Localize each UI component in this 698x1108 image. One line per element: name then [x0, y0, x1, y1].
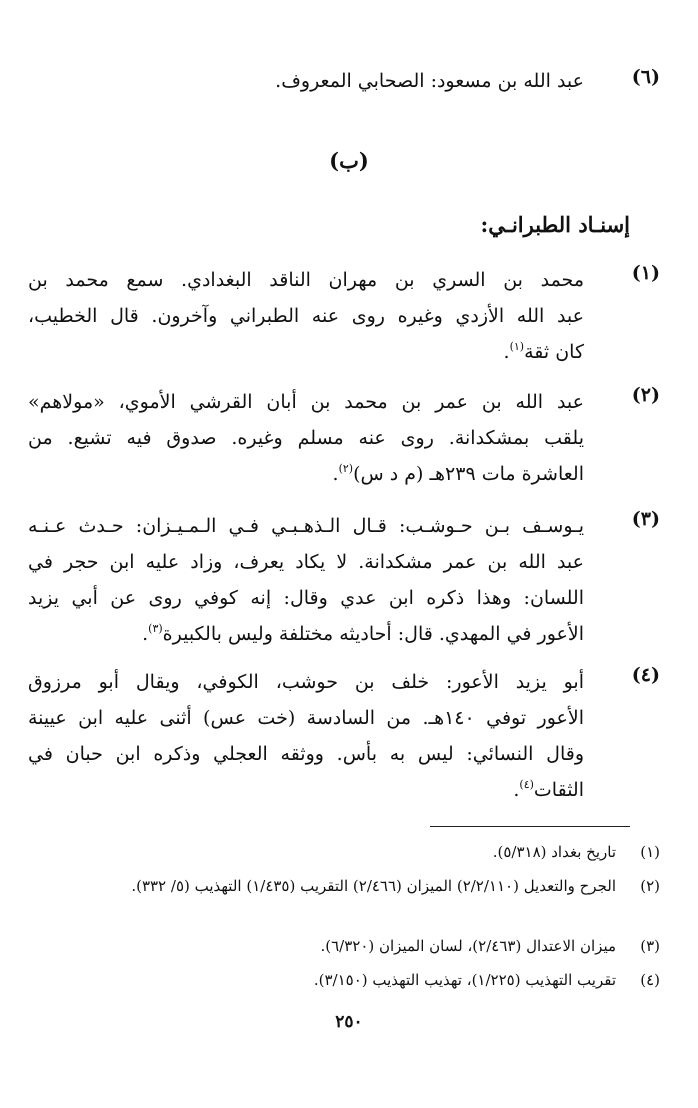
entry-number: (٦): [631, 66, 660, 88]
footnote-reference: (٤): [519, 778, 534, 791]
entry-line-tail: .: [513, 779, 520, 801]
narrator-entry: [28, 664, 660, 808]
entry-body: [28, 66, 584, 96]
narrator-entry: [28, 508, 660, 652]
entry-line: عبد الله بن عمر بن محمد بن أبان القرشي الأموي، «مولاهم»: [28, 391, 584, 413]
entry-last-line: [28, 616, 584, 652]
entry-line-tail: .: [142, 623, 149, 645]
entry-body: [28, 384, 584, 492]
entry-last-line: [28, 772, 584, 808]
footnote: [28, 838, 660, 866]
section-heading: إسنـاد الطبرانـي:: [480, 212, 630, 237]
entry-number: (٢): [631, 384, 660, 406]
footnote: [28, 932, 660, 960]
entry-line: أبو يزيد الأعور: خلف بن حوشب، الكوفي، ويقال أبو مرزوق: [28, 671, 584, 693]
entry-number: (٤): [631, 664, 660, 686]
footnote: [28, 966, 660, 994]
footnote-reference: (١): [509, 340, 525, 353]
entry-line: يلقب بمشكدانة. روى عنه مسلم وغيره. صدوق فيه تشيع. من: [28, 427, 584, 449]
footnote-number: (٣): [640, 937, 660, 955]
entry-line: يـوسـف بـن حـوشـب: قـال الـذهـبـي فـي الـمـيـزان: حـدث عـنـه: [28, 515, 584, 537]
entry-last-line: [28, 334, 584, 370]
footnote-separator: [430, 826, 630, 827]
entry-body: [28, 508, 584, 652]
entry-line: عبد الله الأزدي وغيره روى عنه الطبراني وآخرون. قال الخطيب،: [28, 305, 584, 327]
footnote-number: (١): [640, 843, 660, 861]
entry-body: [28, 664, 584, 808]
page-number: ٢٥٠: [335, 1012, 363, 1032]
entry-line: اللسان: وهذا ذكره ابن عدي وقال: إنه كوفي روى عن أبي يزيد: [28, 587, 584, 609]
footnote-text: الجرح والتعديل (٢/٢/١١٠) الميزان (٢/٤٦٦) التقريب (١/٤٣٥) التهذيب (٥/ ٣٣٢).: [131, 877, 616, 895]
entry-line-text: الأعور في المهدي. قال: أحاديثه مختلفة وليس بالكبيرة: [162, 623, 584, 645]
footnote-number: (٢): [640, 877, 660, 895]
section-letter: (ب): [329, 148, 369, 173]
top-entry: [28, 66, 660, 96]
footnote-reference: (٢): [338, 462, 354, 475]
entry-body: [28, 262, 584, 370]
entry-line: عبد الله بن عمر مشكدانة. لا يكاد يعرف، وزاد عليه ابن حجر في: [28, 551, 584, 573]
footnote-text: تقريب التهذيب (١/٢٢٥)، تهذيب التهذيب (٣/١٥٠).: [313, 971, 616, 989]
entry-line: محمد بن السري بن مهران الناقد البغدادي. سمع محمد بن: [28, 269, 584, 291]
entry-last-line: [28, 456, 584, 492]
entry-line-text: كان ثقة: [524, 341, 584, 363]
entry-line: الأعور توفي ١٤٠هـ. من السادسة (خت عس) أثنى عليه ابن عيينة: [28, 707, 584, 729]
footnote-text: ميزان الاعتدال (٢/٤٦٣)، لسان الميزان (٦/٣٢٠).: [320, 937, 616, 955]
entry-line-text: الثقات: [533, 779, 584, 801]
entry-line: وقال النسائي: ليس به بأس. ووثقه العجلي وذكره ابن حبان في: [28, 743, 584, 765]
footnote: [28, 872, 660, 900]
footnote-number: (٤): [640, 971, 660, 989]
entry-number: (١): [631, 262, 660, 284]
entry-line-tail: .: [503, 341, 510, 363]
entry-number: (٣): [631, 508, 660, 530]
entry-line-text: العاشرة مات ٢٣٩هـ (م د س): [353, 463, 584, 485]
narrator-entry: [28, 384, 660, 492]
entry-line: عبد الله بن مسعود: الصحابي المعروف.: [275, 70, 584, 92]
footnote-reference: (٣): [148, 622, 163, 635]
entry-line-tail: .: [332, 463, 339, 485]
narrator-entry: [28, 262, 660, 370]
footnote-text: تاريخ بغداد (٥/٣١٨).: [492, 843, 616, 861]
